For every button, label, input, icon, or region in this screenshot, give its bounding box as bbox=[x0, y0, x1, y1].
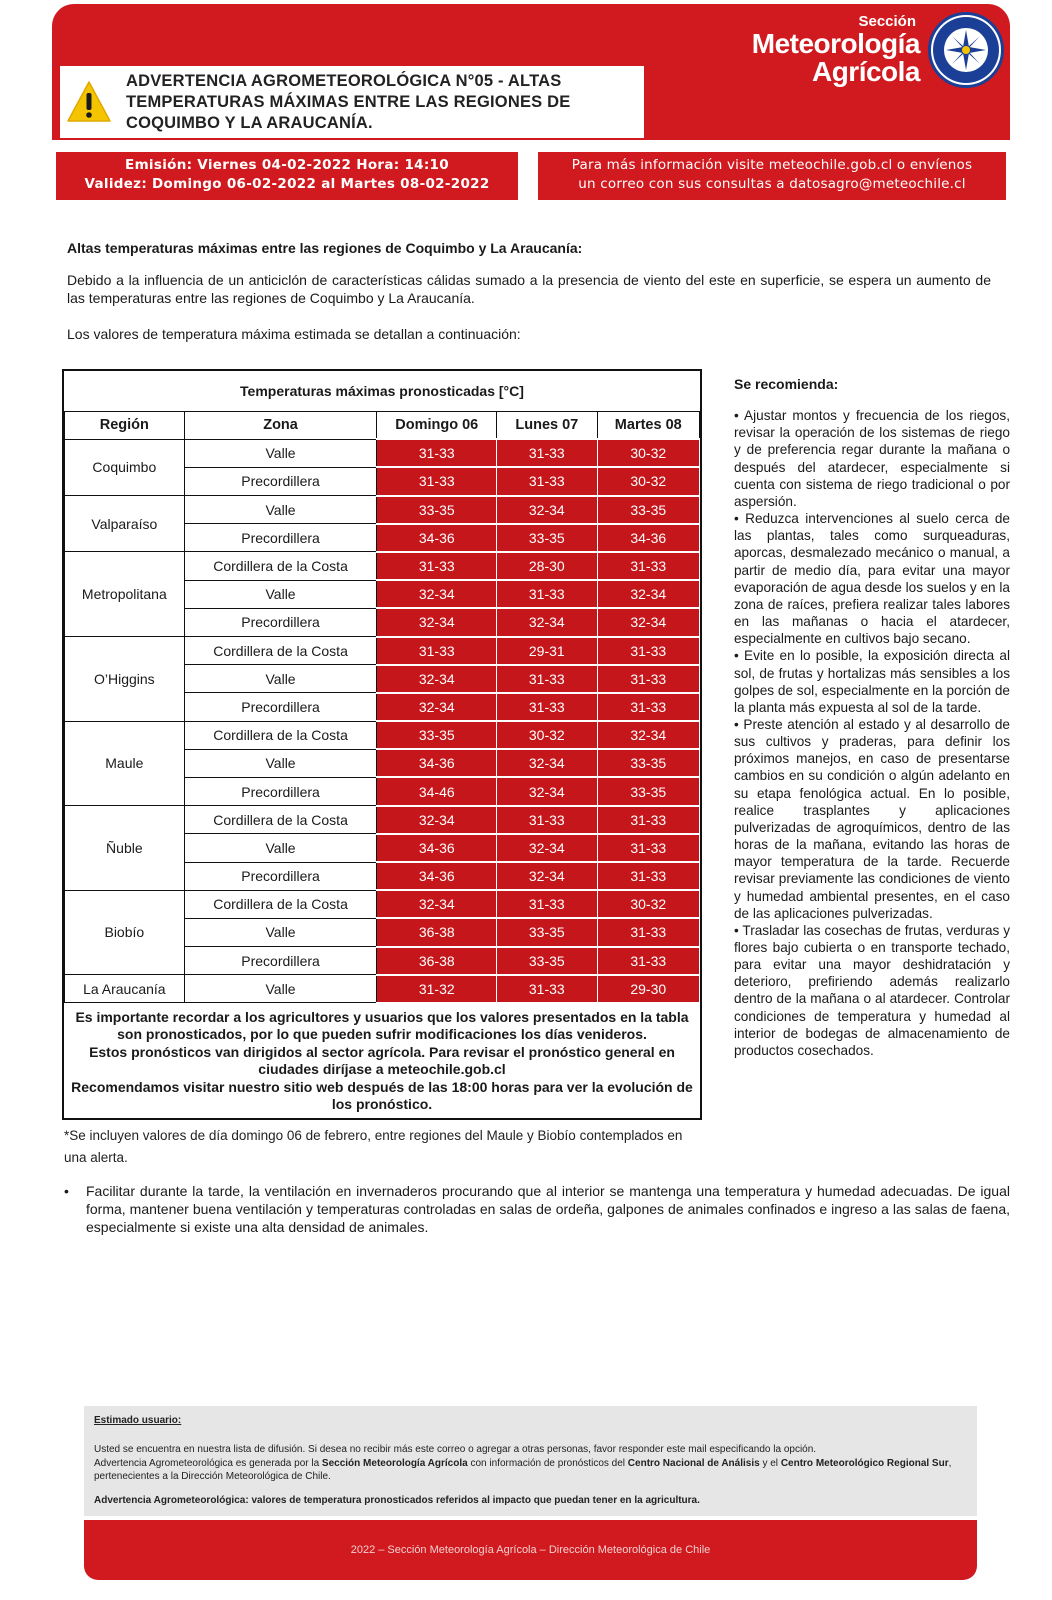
zona-cell: Cordillera de la Costa bbox=[184, 721, 377, 749]
zona-cell: Valle bbox=[184, 834, 377, 862]
temperature-cell: 32-34 bbox=[377, 890, 497, 918]
recommendation-item: • Preste atención al estado y al desarrollo de sus cultivos y praderas, para definir los próximos manejos, en caso de presentarse cambios en su condición o algún adelanto en su etapa fenológica actual. En lo posible, realice trasplantes y aplicaciones pulverizadas de agroquímicos, dentro de las horas de la mañana, evitando las horas de mayor temperatura de la tarde. Recuerde revisar previamente las condiciones de viento y humedad ambiental presentes, en el caso de las aplicaciones pulverizadas. bbox=[734, 716, 1010, 921]
validity-line: Validez: Domingo 06-02-2022 al Martes 08-02-2022 bbox=[84, 176, 490, 192]
header-lunes: Lunes 07 bbox=[497, 411, 597, 439]
zona-cell: Precordillera bbox=[184, 608, 377, 636]
temperature-cell: 31-33 bbox=[597, 806, 699, 834]
zona-cell: Valle bbox=[184, 439, 377, 467]
zona-cell: Precordillera bbox=[184, 524, 377, 552]
table-row bbox=[65, 552, 700, 580]
intro-paragraph: Debido a la influencia de un anticiclón de características cálidas sumado a la presencia de viento del este en superficie, se espera un aumento de las temperaturas entre las regiones de Coquimbo y La Araucanía. bbox=[67, 272, 991, 306]
table-row bbox=[65, 721, 700, 749]
meteochile-seal-icon bbox=[928, 12, 1004, 88]
temperature-cell: 31-33 bbox=[497, 693, 597, 721]
zona-cell: Valle bbox=[184, 496, 377, 524]
temperature-cell: 30-32 bbox=[497, 721, 597, 749]
brand-section: Sección bbox=[858, 13, 916, 30]
temperature-cell: 31-32 bbox=[377, 975, 497, 1003]
zona-cell: Precordillera bbox=[184, 947, 377, 975]
temperature-cell: 34-36 bbox=[377, 749, 497, 777]
temperature-cell: 32-34 bbox=[597, 721, 699, 749]
temperature-cell: 31-33 bbox=[497, 439, 597, 467]
region-cell: Biobío bbox=[65, 890, 185, 975]
emission-validity-box bbox=[56, 152, 518, 200]
temperature-cell: 32-34 bbox=[497, 608, 597, 636]
intro-heading: Altas temperaturas máximas entre las regiones de Coquimbo y La Araucanía: bbox=[67, 240, 583, 256]
zona-cell: Valle bbox=[184, 665, 377, 693]
notice-text-2: Advertencia Agrometeorológica es generada por la Sección Meteorología Agrícola con información de pronósticos del Centro Nacional de Análisis y el Centro Meteorológico Regional Sur, pertenecientes a la Dirección Meteorológica de Chile. bbox=[94, 1457, 952, 1483]
recommendation-item: • Ajustar montos y frecuencia de los riegos, revisar la operación de los sistemas de riego y de preferencia regar durante la mañana o después del atardecer, especialmente si cuenta con sistema de riego tradicional o por aspersión. bbox=[734, 408, 1010, 509]
recommendation-item: • Trasladar las cosechas de frutas, verduras y flores bajo cubierta o en transporte techado, para evitar una mayor deshidratación y deterioro, prefiriendo además realizarlo dentro de la mañana o al atardecer. Controlar condiciones de temperatura y humedad al interior de bodegas de almacenamiento de productos cosechados. bbox=[734, 922, 1010, 1058]
temperature-cell: 31-33 bbox=[497, 890, 597, 918]
table-row bbox=[65, 439, 700, 467]
temperature-cell: 32-34 bbox=[377, 693, 497, 721]
temperature-cell: 33-35 bbox=[497, 918, 597, 946]
brand-logo bbox=[720, 14, 920, 86]
intro-paragraph-2: Los valores de temperatura máxima estimada se detallan a continuación: bbox=[67, 326, 521, 342]
recommendation-item: • Evite en lo posible, la exposición directa al sol, de frutas y hortalizas más sensibles a los golpes de sol, especialmente en la porción de la planta más expuesta al sol de la tarde. bbox=[734, 648, 1010, 715]
temperature-cell: 36-38 bbox=[377, 947, 497, 975]
header-zona: Zona bbox=[184, 411, 377, 439]
temperature-cell: 33-35 bbox=[497, 524, 597, 552]
header-domingo: Domingo 06 bbox=[377, 411, 497, 439]
zona-cell: Cordillera de la Costa bbox=[184, 637, 377, 665]
temperature-cell: 33-35 bbox=[377, 721, 497, 749]
recommendation-wide-item: • Facilitar durante la tarde, la ventilación en invernaderos procurando que al interior se mantenga una temperatura y humedad adecuadas. De igual forma, mantener buena ventilación y temperaturas controladas en salas de ordeña, galpones de animales confinados e ingreso a las salas de faena, especialmente si existe una alta densidad de animales. bbox=[64, 1183, 1010, 1235]
recommendations bbox=[734, 376, 1010, 1059]
brand-line1: Meteorología bbox=[751, 28, 920, 59]
temperature-cell: 34-36 bbox=[377, 834, 497, 862]
temperature-cell: 36-38 bbox=[377, 918, 497, 946]
subscriber-notice bbox=[84, 1406, 977, 1516]
zona-cell: Valle bbox=[184, 918, 377, 946]
temperature-cell: 31-33 bbox=[497, 665, 597, 693]
temperature-cell: 32-34 bbox=[497, 862, 597, 890]
temperature-cell: 31-33 bbox=[377, 637, 497, 665]
notice-advertencia: Advertencia Agrometeorológica: valores de temperatura pronosticados referidos al impacto que puedan tener en la agricultura. bbox=[94, 1494, 700, 1506]
temperature-cell: 31-33 bbox=[597, 834, 699, 862]
region-cell: O’Higgins bbox=[65, 637, 185, 722]
greeting: Estimado usuario: bbox=[94, 1415, 182, 1426]
temperature-cell: 31-33 bbox=[377, 439, 497, 467]
temperature-cell: 31-33 bbox=[377, 467, 497, 495]
temperature-cell: 34-46 bbox=[377, 777, 497, 805]
zona-cell: Valle bbox=[184, 580, 377, 608]
temperature-cell: 31-33 bbox=[597, 947, 699, 975]
recommendations-title: Se recomienda: bbox=[734, 376, 839, 392]
table-row bbox=[65, 496, 700, 524]
temperature-cell: 34-36 bbox=[377, 524, 497, 552]
temperature-cell: 29-31 bbox=[497, 637, 597, 665]
temperature-cell: 33-35 bbox=[597, 496, 699, 524]
zona-cell: Valle bbox=[184, 975, 377, 1003]
warning-icon bbox=[66, 79, 112, 125]
brand-line2: Agrícola bbox=[811, 56, 920, 87]
temperature-cell: 31-33 bbox=[597, 862, 699, 890]
region-cell: Metropolitana bbox=[65, 552, 185, 637]
emission-line: Emisión: Viernes 04-02-2022 Hora: 14:10 bbox=[125, 157, 449, 173]
temperature-cell: 32-34 bbox=[377, 608, 497, 636]
contact-info-box bbox=[538, 152, 1006, 200]
contact-line2: un correo con sus consultas a datosagro@meteochile.cl bbox=[578, 176, 966, 192]
temperature-cell: 29-30 bbox=[597, 975, 699, 1003]
temperature-cell: 33-35 bbox=[377, 496, 497, 524]
zona-cell: Cordillera de la Costa bbox=[184, 552, 377, 580]
zona-cell: Cordillera de la Costa bbox=[184, 890, 377, 918]
temperature-cell: 33-35 bbox=[597, 777, 699, 805]
temperature-cell: 33-35 bbox=[597, 749, 699, 777]
footer-copyright: 2022 – Sección Meteorología Agrícola – Dirección Meteorológica de Chile bbox=[84, 1520, 977, 1580]
table-note: Es importante recordar a los agricultores y usuarios que los valores presentados en la tabla son pronosticados, por lo que pueden sufrir modificaciones los días venideros. Estos pronósticos van dirigidos al sector agrícola. Para revisar el pronóstico general en ciudades diríjase a meteochile.gob.cl Recomendamos visitar nuestro sitio web después de las 18:00 horas para ver la evolución de los pronóstico. bbox=[65, 1003, 700, 1118]
temperature-cell: 30-32 bbox=[597, 890, 699, 918]
region-cell: La Araucanía bbox=[65, 975, 185, 1003]
zona-cell: Precordillera bbox=[184, 693, 377, 721]
contact-line1: Para más información visite meteochile.gob.cl o envíenos bbox=[571, 157, 973, 173]
table-row bbox=[65, 975, 700, 1003]
zona-cell: Cordillera de la Costa bbox=[184, 806, 377, 834]
temperature-cell: 31-33 bbox=[597, 637, 699, 665]
alert-title-box bbox=[60, 66, 644, 138]
temperature-cell: 30-32 bbox=[597, 467, 699, 495]
temperature-cell: 32-34 bbox=[377, 665, 497, 693]
temperature-cell: 30-32 bbox=[597, 439, 699, 467]
table-title: Temperaturas máximas pronosticadas [°C] bbox=[65, 371, 700, 411]
temperature-cell: 32-34 bbox=[497, 749, 597, 777]
table-row bbox=[65, 637, 700, 665]
temperature-cell: 31-33 bbox=[597, 665, 699, 693]
temperature-cell: 31-33 bbox=[597, 918, 699, 946]
temperature-cell: 34-36 bbox=[377, 862, 497, 890]
region-cell: Maule bbox=[65, 721, 185, 806]
temperature-cell: 32-34 bbox=[377, 806, 497, 834]
header-region: Región bbox=[65, 411, 185, 439]
region-cell: Valparaíso bbox=[65, 496, 185, 552]
temperature-cell: 31-33 bbox=[597, 552, 699, 580]
temperature-cell: 31-33 bbox=[597, 693, 699, 721]
recommendation-item: • Reduzca intervenciones al suelo cerca de las plantas, tales como surqueaduras, aporcas, desmalezado mecánico o manual, a partir de medio día, para evitar una mayor evaporación de agua desde los suelos y en la zona de raíces, prefiera realizar tales labores en las mañanas o hacia el atardecer, especialmente en cultivos bajo secano. bbox=[734, 511, 1010, 647]
temperature-cell: 31-33 bbox=[377, 552, 497, 580]
zona-cell: Precordillera bbox=[184, 862, 377, 890]
temperature-cell: 31-33 bbox=[497, 975, 597, 1003]
zona-cell: Precordillera bbox=[184, 467, 377, 495]
zona-cell: Precordillera bbox=[184, 777, 377, 805]
region-cell: Ñuble bbox=[65, 806, 185, 891]
table-row bbox=[65, 890, 700, 918]
temperature-cell: 34-36 bbox=[597, 524, 699, 552]
temperature-cell: 33-35 bbox=[497, 947, 597, 975]
zona-cell: Valle bbox=[184, 749, 377, 777]
temperature-cell: 31-33 bbox=[497, 580, 597, 608]
temperature-cell: 32-34 bbox=[597, 608, 699, 636]
region-cell: Coquimbo bbox=[65, 439, 185, 495]
table-row bbox=[65, 806, 700, 834]
alert-title: ADVERTENCIA AGROMETEOROLÓGICA N°05 - ALTAS TEMPERATURAS MÁXIMAS ENTRE LAS REGIONES DE COQUIMBO Y LA ARAUCANÍA. bbox=[126, 71, 571, 132]
footnote: *Se incluyen valores de día domingo 06 de febrero, entre regiones del Maule y Biobío contemplados en una alerta. bbox=[64, 1128, 683, 1165]
temperature-cell: 32-34 bbox=[377, 580, 497, 608]
temperature-cell: 32-34 bbox=[597, 580, 699, 608]
notice-text-1: Usted se encuentra en nuestra lista de difusión. Si desea no recibir más este correo o agregar a otras personas, favor responder este mail especificando la opción. bbox=[94, 1444, 817, 1456]
temperature-cell: 31-33 bbox=[497, 467, 597, 495]
temperature-cell: 31-33 bbox=[497, 806, 597, 834]
temperature-cell: 32-34 bbox=[497, 496, 597, 524]
header-martes: Martes 08 bbox=[597, 411, 699, 439]
temperature-cell: 28-30 bbox=[497, 552, 597, 580]
temperature-cell: 32-34 bbox=[497, 777, 597, 805]
temperature-table bbox=[62, 369, 702, 1120]
temperature-cell: 32-34 bbox=[497, 834, 597, 862]
